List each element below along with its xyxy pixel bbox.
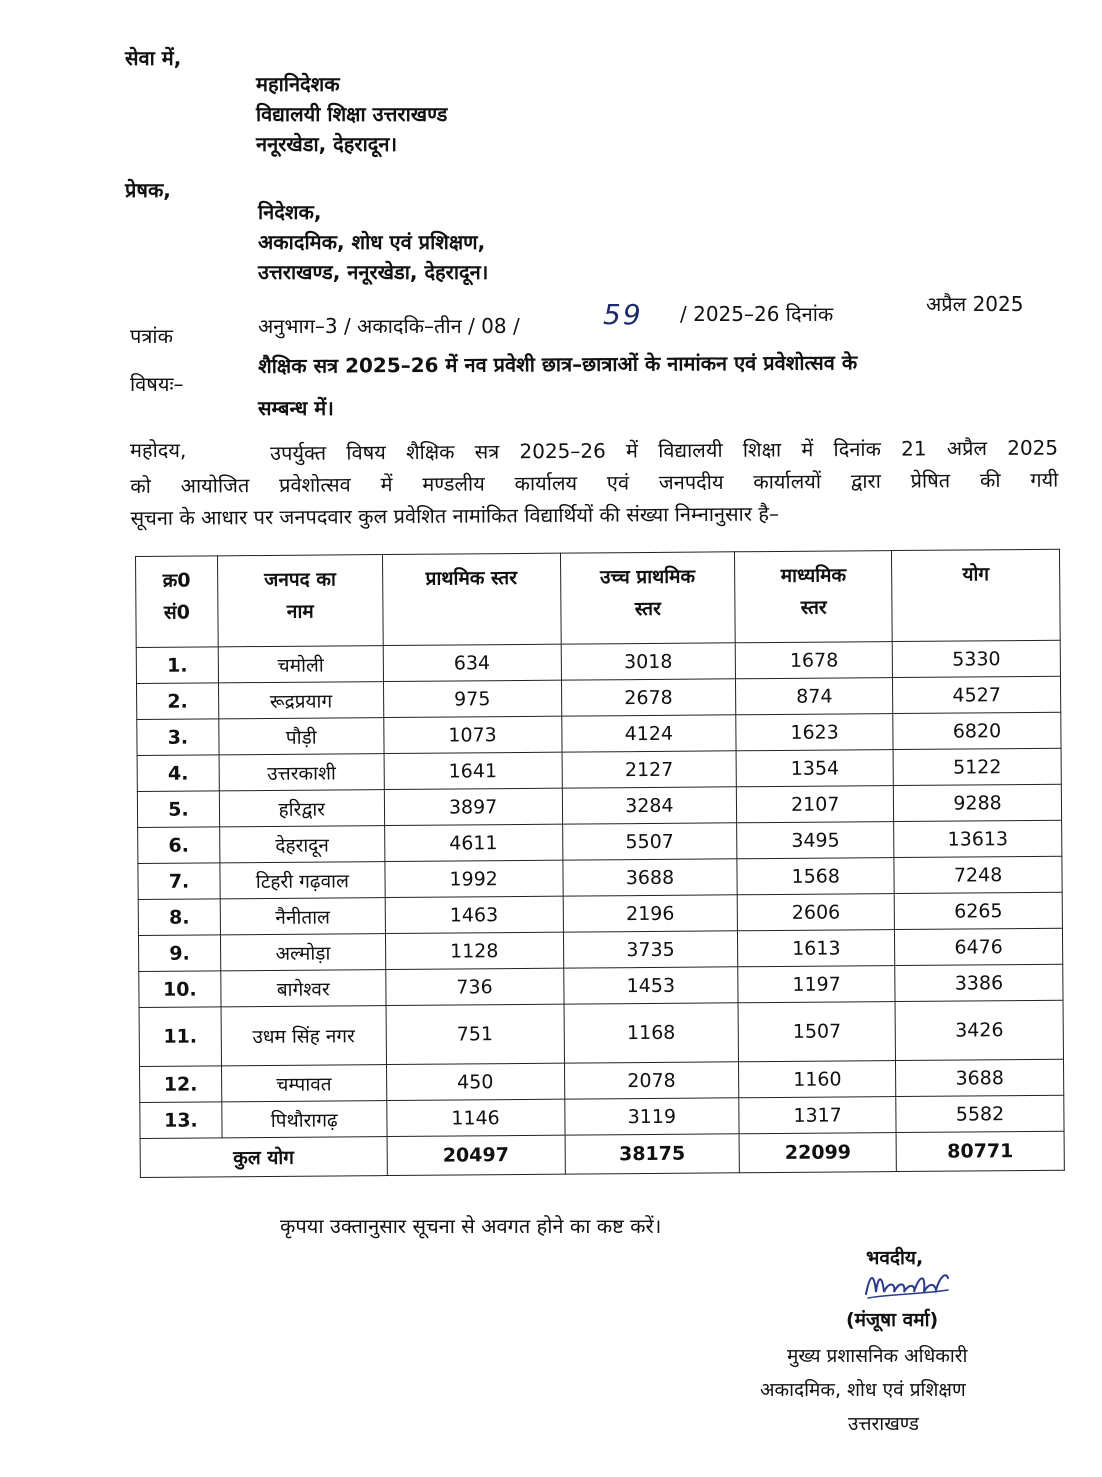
body-line-2: को आयोजित प्रवेशोत्सव में मण्डलीय कार्यालय एवं जनपदीय कार्यालयों द्वारा प्रेषित की गयी [130, 467, 1059, 498]
row-primary: 1463 [385, 896, 563, 933]
grand-total-row [140, 1131, 1064, 1177]
row-primary: 1128 [385, 932, 563, 969]
row-sn: 9. [138, 935, 220, 972]
row-district: नैनीताल [220, 898, 385, 935]
row-total: 5582 [896, 1095, 1064, 1132]
row-upper-primary: 1168 [564, 1003, 739, 1063]
grand-total-upper-primary: 38175 [565, 1134, 740, 1174]
body-paragraph [130, 432, 1059, 534]
row-upper-primary: 2196 [563, 895, 738, 932]
header-sn: क्र0 सं0 [136, 556, 219, 648]
row-secondary: 1678 [736, 642, 893, 679]
row-sn: 1. [136, 647, 218, 684]
row-district: हरिद्वार [219, 790, 384, 827]
row-total: 3386 [895, 964, 1063, 1001]
row-upper-primary: 5507 [562, 823, 737, 860]
to-label: सेवा में, [125, 46, 182, 70]
header-primary: प्राथमिक स्तर [382, 553, 560, 645]
row-primary: 450 [386, 1063, 564, 1100]
subject-line-2: सम्बन्ध में। [258, 396, 334, 420]
row-secondary: 874 [736, 678, 893, 715]
signatory-name: (मंजूषा वर्मा) [846, 1309, 939, 1331]
row-sn: 13. [140, 1102, 222, 1139]
row-sn: 10. [139, 971, 221, 1008]
row-sn: 3. [137, 719, 219, 756]
salutation: महोदय, [130, 438, 187, 462]
header-total: योग [892, 549, 1061, 641]
row-total: 3426 [895, 1000, 1063, 1060]
to-line-3: ननूरखेडा, देहरादून। [256, 132, 398, 156]
to-line-2: विद्यालयी शिक्षा उत्तराखण्ड [256, 102, 448, 126]
row-primary: 634 [383, 644, 561, 681]
row-district: उधम सिंह नगर [221, 1006, 386, 1066]
row-upper-primary: 3735 [563, 931, 738, 968]
row-upper-primary: 2078 [564, 1062, 739, 1099]
row-total: 6820 [893, 712, 1061, 749]
yours-faithfully: भवदीय, [866, 1247, 924, 1269]
row-secondary: 3495 [737, 822, 894, 859]
header-district: जनपद का नाम [217, 555, 383, 647]
row-secondary: 1160 [739, 1061, 896, 1098]
row-sn: 2. [137, 683, 219, 720]
row-upper-primary: 2127 [562, 751, 737, 788]
row-primary: 736 [385, 968, 563, 1005]
row-secondary: 2107 [737, 786, 894, 823]
row-district: अल्मोड़ा [220, 934, 385, 971]
from-line-3: उत्तराखण्ड, ननूरखेडा, देहरादून। [258, 260, 489, 284]
row-district: रूद्रप्रयाग [218, 682, 383, 719]
grand-total-secondary: 22099 [739, 1133, 896, 1173]
row-upper-primary: 1453 [563, 967, 738, 1004]
row-total: 6265 [894, 892, 1062, 929]
from-line-1: निदेशक, [258, 200, 322, 224]
row-district: उत्तरकाशी [219, 754, 384, 791]
row-upper-primary: 3688 [562, 859, 737, 896]
signatory-office: अकादमिक, शोध एवं प्रशिक्षण [760, 1379, 966, 1401]
subject-label: विषयः– [130, 372, 184, 396]
row-sn: 12. [140, 1066, 222, 1103]
row-district: टिहरी गढ़वाल [220, 862, 385, 899]
row-primary: 4611 [384, 824, 562, 861]
row-sn: 8. [138, 899, 220, 936]
grand-total-label: कुल योग [140, 1137, 387, 1178]
row-total: 5122 [893, 748, 1061, 785]
row-sn: 5. [137, 791, 219, 828]
row-secondary: 1354 [736, 750, 893, 787]
row-secondary: 1507 [738, 1002, 895, 1062]
row-primary: 1146 [387, 1099, 565, 1136]
row-district: चमोली [218, 646, 383, 683]
row-sn: 7. [138, 863, 220, 900]
signatory-state: उत्तराखण्ड [848, 1413, 919, 1435]
row-secondary: 1317 [739, 1097, 896, 1134]
grand-total-total: 80771 [896, 1131, 1064, 1171]
row-primary: 751 [386, 1004, 564, 1064]
from-label: प्रेषक, [125, 178, 171, 202]
row-district: बागेश्वर [221, 970, 386, 1007]
row-district: पिथौरागढ़ [222, 1101, 387, 1138]
row-upper-primary: 3119 [564, 1098, 739, 1135]
table-row [139, 1000, 1063, 1066]
row-sn: 11. [139, 1007, 221, 1067]
row-sn: 6. [138, 827, 220, 864]
row-total: 9288 [893, 784, 1061, 821]
row-total: 13613 [894, 820, 1062, 857]
row-total: 5330 [892, 640, 1060, 677]
row-sn: 4. [137, 755, 219, 792]
row-total: 3688 [896, 1059, 1064, 1096]
row-primary: 1641 [384, 752, 562, 789]
row-secondary: 1197 [738, 966, 895, 1003]
row-secondary: 1613 [738, 930, 895, 967]
ref-prefix: अनुभाग–3 / अकादकि–तीन / 08 / [258, 314, 520, 338]
enrollment-table [135, 549, 1065, 1178]
ref-date: अप्रैल 2025 [926, 292, 1024, 316]
ref-label: पत्रांक [130, 324, 173, 348]
row-total: 4527 [893, 676, 1061, 713]
row-total: 6476 [895, 928, 1063, 965]
body-line-3: सूचना के आधार पर जनपदवार कुल प्रवेशित नामांकित विद्यार्थियों की संख्या निम्नानुसार है– [130, 501, 780, 530]
row-district: देहरादून [220, 826, 385, 863]
row-upper-primary: 3018 [561, 643, 736, 680]
row-primary: 1073 [384, 716, 562, 753]
row-district: चम्पावत [221, 1065, 386, 1102]
row-upper-primary: 4124 [561, 715, 736, 752]
signatory-designation: मुख्य प्रशासनिक अधिकारी [787, 1345, 968, 1367]
from-line-2: अकादमिक, शोध एवं प्रशिक्षण, [258, 230, 486, 254]
row-primary: 975 [383, 680, 561, 717]
row-secondary: 1623 [736, 714, 893, 751]
ref-number-handwritten: 59 [603, 298, 643, 331]
row-secondary: 1568 [737, 858, 894, 895]
row-upper-primary: 2678 [561, 679, 736, 716]
grand-total-primary: 20497 [387, 1135, 565, 1175]
row-upper-primary: 3284 [562, 787, 737, 824]
row-primary: 3897 [384, 788, 562, 825]
header-secondary: माध्यमिक स्तर [735, 551, 893, 643]
header-upper-primary: उच्च प्राथमिक स्तर [560, 552, 736, 644]
to-line-1: महानिदेशक [256, 72, 340, 96]
table-header-row [136, 549, 1061, 647]
row-district: पौड़ी [219, 718, 384, 755]
row-total: 7248 [894, 856, 1062, 893]
row-secondary: 2606 [737, 894, 894, 931]
ref-suffix: / 2025–26 दिनांक [680, 302, 834, 326]
handwritten-signature [862, 1264, 952, 1304]
body-line-1: उपर्युक्त विषय शैक्षिक सत्र 2025–26 में विद्यालयी शिक्षा में दिनांक 21 अप्रैल 2025 [270, 435, 1059, 466]
closing-request: कृपया उक्तानुसार सूचना से अवगत होने का कष्ट करें। [280, 1214, 662, 1238]
subject-line-1: शैक्षिक सत्र 2025–26 में नव प्रवेशी छात्र–छात्राओं के नामांकन एवं प्रवेशोत्सव के [258, 350, 858, 378]
row-primary: 1992 [385, 860, 563, 897]
